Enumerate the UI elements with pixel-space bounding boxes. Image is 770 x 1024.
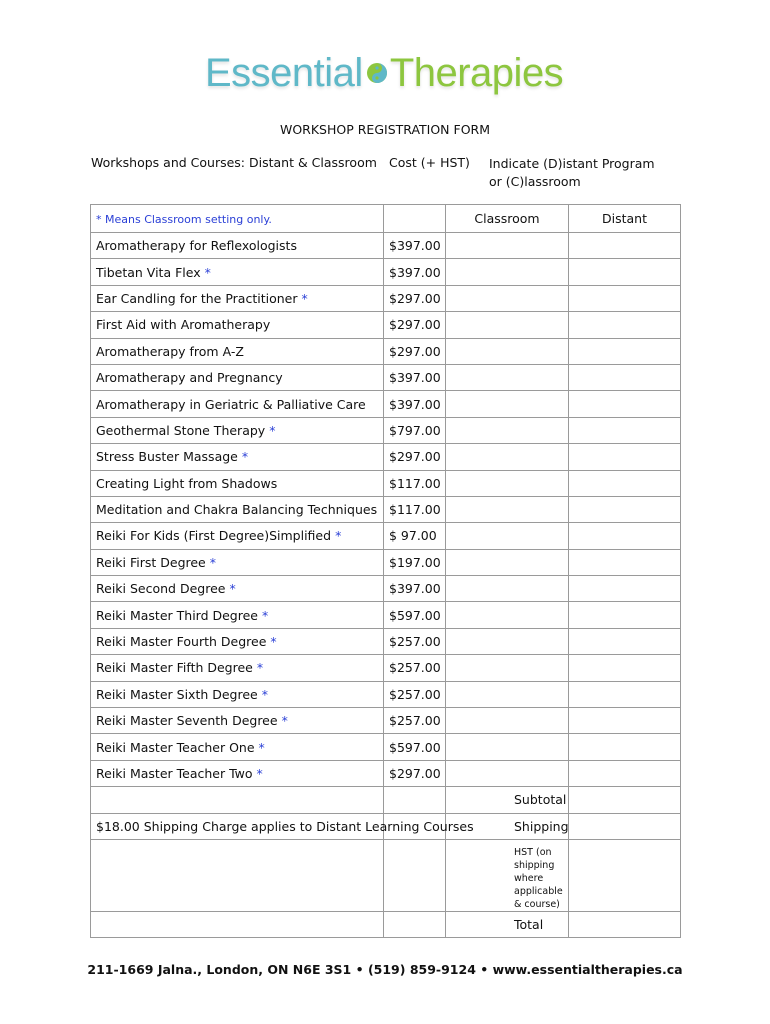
distant-checkbox-cell[interactable] <box>569 391 681 417</box>
workshop-price: $597.00 <box>384 734 446 760</box>
workshop-name: Ear Candling for the Practitioner <box>96 290 298 306</box>
workshop-price: $397.00 <box>384 391 446 417</box>
subtotal-value[interactable] <box>569 787 681 813</box>
workshop-name-cell <box>91 734 384 760</box>
workshop-name: Reiki Master Seventh Degree <box>96 713 278 729</box>
workshop-name-cell <box>91 760 384 786</box>
workshop-name-cell <box>91 470 384 496</box>
table-row <box>91 602 681 628</box>
classroom-checkbox-cell[interactable] <box>446 734 569 760</box>
distant-checkbox-cell[interactable] <box>569 233 681 259</box>
hst-label: HST (on shipping where applicable & course) <box>446 839 569 911</box>
workshop-price: $297.00 <box>384 312 446 338</box>
distant-checkbox-cell[interactable] <box>569 523 681 549</box>
distant-checkbox-cell[interactable] <box>569 417 681 443</box>
table-row <box>91 312 681 338</box>
header-workshops: Workshops and Courses: Distant & Classroom <box>91 155 377 170</box>
distant-checkbox-cell[interactable] <box>569 470 681 496</box>
table-row <box>91 233 681 259</box>
logo <box>205 45 564 101</box>
classroom-checkbox-cell[interactable] <box>446 549 569 575</box>
workshop-name: Reiki Master Teacher Two <box>96 766 253 781</box>
distant-checkbox-cell[interactable] <box>569 681 681 707</box>
workshop-price: $297.00 <box>384 444 446 470</box>
subtotal-empty-price <box>384 787 446 813</box>
workshop-price: $197.00 <box>384 549 446 575</box>
classroom-header: Classroom <box>446 205 569 233</box>
table-row <box>91 285 681 311</box>
subtotal-row <box>91 787 681 813</box>
workshop-name: Reiki First Degree <box>96 554 206 570</box>
table-row <box>91 523 681 549</box>
workshop-name: Reiki Master Sixth Degree <box>96 686 258 702</box>
table-row <box>91 391 681 417</box>
classroom-only-marker: * <box>256 660 264 676</box>
total-row <box>91 911 681 937</box>
price-header-cell <box>384 205 446 233</box>
classroom-only-marker: * <box>281 713 288 729</box>
classroom-checkbox-cell[interactable] <box>446 496 569 522</box>
workshop-name-cell <box>91 655 384 681</box>
classroom-only-marker: * <box>256 766 263 781</box>
classroom-only-marker: * <box>241 449 249 465</box>
workshop-name-cell <box>91 444 384 470</box>
hst-empty-cell <box>91 839 384 911</box>
distant-checkbox-cell[interactable] <box>569 760 681 786</box>
classroom-only-marker: * <box>209 554 216 570</box>
classroom-checkbox-cell[interactable] <box>446 338 569 364</box>
classroom-only-marker: * <box>229 581 236 597</box>
classroom-only-marker: * <box>258 739 265 755</box>
classroom-note: * Means Classroom setting only. <box>91 205 384 233</box>
classroom-checkbox-cell[interactable] <box>446 760 569 786</box>
classroom-checkbox-cell[interactable] <box>446 233 569 259</box>
distant-checkbox-cell[interactable] <box>569 259 681 285</box>
distant-checkbox-cell[interactable] <box>569 312 681 338</box>
distant-checkbox-cell[interactable] <box>569 496 681 522</box>
workshop-name-cell <box>91 523 384 549</box>
classroom-checkbox-cell[interactable] <box>446 681 569 707</box>
classroom-checkbox-cell[interactable] <box>446 364 569 390</box>
distant-checkbox-cell[interactable] <box>569 549 681 575</box>
classroom-only-marker: * <box>261 686 268 702</box>
subtotal-label: Subtotal <box>446 787 569 813</box>
workshop-name: Reiki Second Degree <box>96 581 226 597</box>
total-empty-price <box>384 911 446 937</box>
footer-contact: 211-1669 Jalna., London, ON N6E 3S1 • (519) 859-9124 • www.essentialtherapies.ca <box>87 962 683 977</box>
table-row <box>91 708 681 734</box>
table-row <box>91 496 681 522</box>
subtotal-empty-cell <box>91 787 384 813</box>
table-row <box>91 444 681 470</box>
distant-checkbox-cell[interactable] <box>569 576 681 602</box>
distant-checkbox-cell[interactable] <box>569 655 681 681</box>
classroom-checkbox-cell[interactable] <box>446 523 569 549</box>
workshop-name: Aromatherapy from A-Z <box>96 343 244 359</box>
distant-checkbox-cell[interactable] <box>569 338 681 364</box>
table-row <box>91 259 681 285</box>
workshop-name: Creating Light from Shadows <box>96 475 278 491</box>
total-label: Total <box>446 911 569 937</box>
classroom-only-marker: * <box>301 290 308 306</box>
workshop-name: Geothermal Stone Therapy <box>96 422 266 438</box>
table-row <box>91 655 681 681</box>
workshop-name-cell <box>91 549 384 575</box>
workshop-name-cell <box>91 576 384 602</box>
classroom-checkbox-cell[interactable] <box>446 708 569 734</box>
hst-value[interactable] <box>569 839 681 911</box>
workshop-price: $297.00 <box>384 760 446 786</box>
classroom-checkbox-cell[interactable] <box>446 417 569 443</box>
table-row <box>91 576 681 602</box>
table-row <box>91 417 681 443</box>
total-value[interactable] <box>569 911 681 937</box>
classroom-checkbox-cell[interactable] <box>446 628 569 654</box>
workshop-name-cell <box>91 364 384 390</box>
workshop-price: $397.00 <box>384 364 446 390</box>
workshop-price: $ 97.00 <box>384 523 446 549</box>
workshop-name-cell <box>91 391 384 417</box>
total-empty-cell <box>91 911 384 937</box>
workshop-name: Tibetan Vita Flex <box>96 264 201 280</box>
table-row <box>91 470 681 496</box>
classroom-checkbox-cell[interactable] <box>446 312 569 338</box>
workshop-name-cell <box>91 602 384 628</box>
workshop-price: $257.00 <box>384 708 446 734</box>
logo-word-essential: Essential <box>205 51 363 95</box>
shipping-row <box>91 813 681 839</box>
table-row <box>91 549 681 575</box>
header-indicate-line2: or (C)lassroom <box>489 174 581 189</box>
classroom-checkbox-cell[interactable] <box>446 259 569 285</box>
workshop-name: Aromatherapy in Geriatric & Palliative Care <box>96 396 366 412</box>
workshop-name-cell <box>91 708 384 734</box>
workshop-name: Meditation and Chakra Balancing Techniques <box>96 502 378 518</box>
workshop-name-cell <box>91 628 384 654</box>
distant-header: Distant <box>569 205 681 233</box>
workshop-name: Reiki Master Third Degree <box>96 607 258 623</box>
workshop-price: $597.00 <box>384 602 446 628</box>
workshop-price: $797.00 <box>384 417 446 443</box>
table-row <box>91 760 681 786</box>
table-row <box>91 338 681 364</box>
classroom-checkbox-cell[interactable] <box>446 655 569 681</box>
table-row <box>91 364 681 390</box>
workshop-name: Reiki Master Fourth Degree <box>96 634 267 650</box>
classroom-only-marker: * <box>270 634 277 650</box>
workshop-name-cell <box>91 496 384 522</box>
header-cost: Cost (+ HST) <box>389 155 470 170</box>
classroom-only-marker: * <box>262 607 269 623</box>
distant-checkbox-cell[interactable] <box>569 364 681 390</box>
workshop-price: $397.00 <box>384 233 446 259</box>
table-row <box>91 628 681 654</box>
table-row <box>91 734 681 760</box>
distant-checkbox-cell[interactable] <box>569 602 681 628</box>
classroom-only-marker: * <box>269 422 276 438</box>
workshop-name: Stress Buster Massage <box>96 449 238 465</box>
hst-row <box>91 839 681 911</box>
workshop-name: Reiki For Kids (First Degree)Simplified <box>96 528 332 544</box>
shipping-note: $18.00 Shipping Charge applies to Distant Learning Courses <box>91 813 384 839</box>
classroom-checkbox-cell[interactable] <box>446 602 569 628</box>
distant-checkbox-cell[interactable] <box>569 734 681 760</box>
classroom-checkbox-cell[interactable] <box>446 470 569 496</box>
workshop-name-cell <box>91 259 384 285</box>
classroom-only-marker: * <box>204 264 211 280</box>
workshop-name-cell <box>91 681 384 707</box>
registration-table <box>90 204 681 938</box>
shipping-value[interactable] <box>569 813 681 839</box>
workshop-name: Aromatherapy for Reflexologists <box>96 238 297 254</box>
distant-checkbox-cell[interactable] <box>569 708 681 734</box>
workshop-name-cell <box>91 285 384 311</box>
table-row <box>91 681 681 707</box>
workshop-price: $297.00 <box>384 338 446 364</box>
workshop-price: $397.00 <box>384 259 446 285</box>
yin-yang-icon <box>366 62 388 84</box>
workshop-price: $297.00 <box>384 285 446 311</box>
classroom-only-marker: * <box>335 528 342 544</box>
distant-checkbox-cell[interactable] <box>569 628 681 654</box>
workshop-price: $117.00 <box>384 470 446 496</box>
workshop-name: Aromatherapy and Pregnancy <box>96 370 283 386</box>
form-title: WORKSHOP REGISTRATION FORM <box>279 122 491 137</box>
distant-checkbox-cell[interactable] <box>569 444 681 470</box>
workshop-name-cell <box>91 338 384 364</box>
workshop-price: $257.00 <box>384 681 446 707</box>
workshop-price: $117.00 <box>384 496 446 522</box>
classroom-checkbox-cell[interactable] <box>446 285 569 311</box>
workshop-name-cell <box>91 312 384 338</box>
header-indicate-line1: Indicate (D)istant Program <box>489 156 655 171</box>
workshop-price: $257.00 <box>384 628 446 654</box>
classroom-checkbox-cell[interactable] <box>446 576 569 602</box>
shipping-label: Shipping <box>446 813 569 839</box>
workshop-name-cell <box>91 417 384 443</box>
workshop-price: $397.00 <box>384 576 446 602</box>
classroom-checkbox-cell[interactable] <box>446 444 569 470</box>
workshop-name: First Aid with Aromatherapy <box>96 317 271 333</box>
workshop-name-cell <box>91 233 384 259</box>
distant-checkbox-cell[interactable] <box>569 285 681 311</box>
workshop-price: $257.00 <box>384 655 446 681</box>
workshop-name: Reiki Master Fifth Degree <box>96 660 253 676</box>
logo-word-therapies: Therapies <box>389 51 564 95</box>
workshop-name: Reiki Master Teacher One <box>96 739 255 755</box>
table-header-row <box>91 205 681 233</box>
hst-empty-price <box>384 839 446 911</box>
header-indicate <box>489 155 689 191</box>
classroom-checkbox-cell[interactable] <box>446 391 569 417</box>
